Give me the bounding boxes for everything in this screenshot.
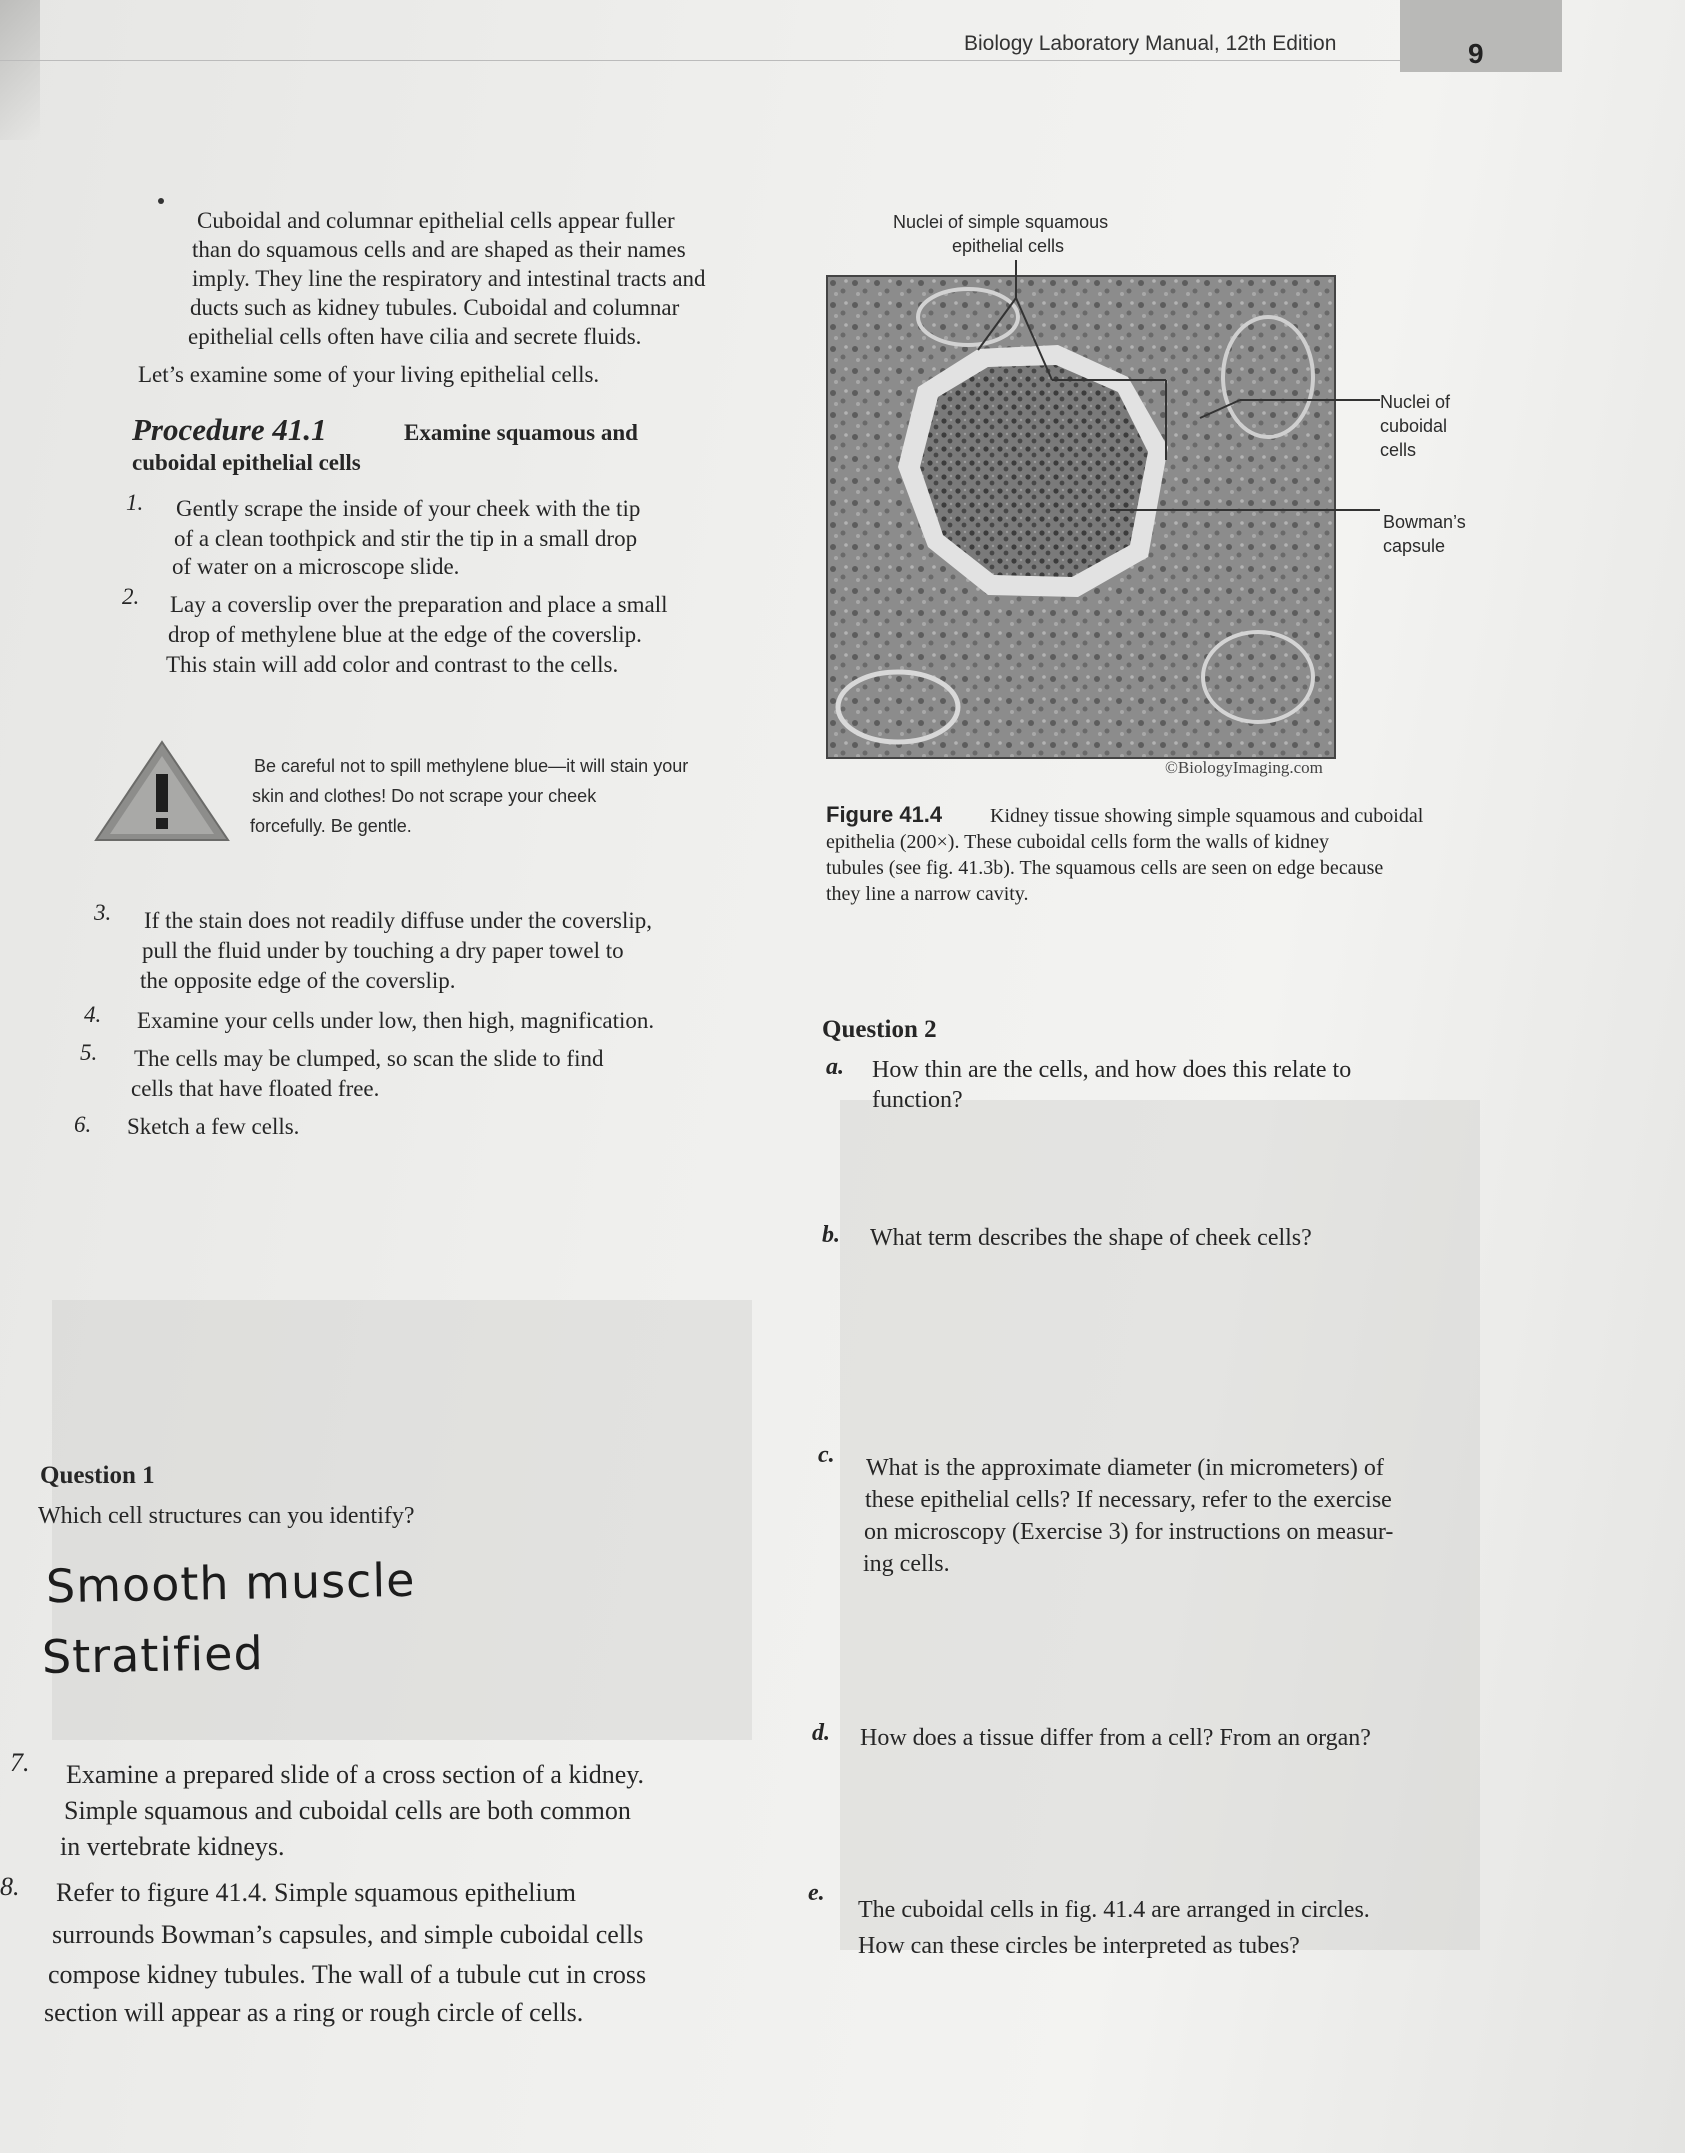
step-line: of a clean toothpick and stir the tip in a small drop — [174, 526, 638, 551]
header-rule — [0, 60, 1400, 61]
question-line: What is the approximate diameter (in micrometers) of — [866, 1455, 1384, 1481]
step-number: 6. — [74, 1112, 92, 1137]
question-line: What term describes the shape of cheek cells? — [870, 1225, 1312, 1251]
lets-examine-text: Let’s examine some of your living epithelial cells. — [138, 362, 600, 387]
figure-label-squamous: epithelial cells — [952, 236, 1065, 256]
figure-caption-line: they line a narrow cavity. — [826, 883, 1029, 905]
figure-caption-line: epithelia (200×). These cuboidal cells form the walls of kidney — [826, 831, 1329, 853]
step-line: The cells may be clumped, so scan the slide to find — [134, 1046, 604, 1071]
figure-label-bowman: Bowman’s — [1383, 512, 1466, 532]
step-line: drop of methylene blue at the edge of the coverslip. — [168, 622, 642, 647]
figure-label-squamous: Nuclei of simple squamous — [893, 212, 1109, 232]
figure-caption-line: tubules (see fig. 41.3b). The squamous cells are seen on edge because — [826, 857, 1384, 879]
question-2-title: Question 2 — [822, 1016, 937, 1043]
step-line: If the stain does not readily diffuse under the coverslip, — [144, 908, 652, 933]
warning-line: Be careful not to spill methylene blue—it will stain your — [254, 756, 689, 776]
step-line: Examine your cells under low, then high, magnification. — [137, 1008, 655, 1033]
question-letter: c. — [818, 1442, 835, 1468]
question-letter: a. — [826, 1054, 844, 1080]
page-corner-shadow — [0, 0, 40, 140]
question-line: on microscopy (Exercise 3) for instructions on measur- — [864, 1519, 1394, 1545]
step-number: 4. — [84, 1002, 102, 1027]
step-line: Gently scrape the inside of your cheek with the tip — [176, 496, 641, 521]
figure-label-cuboidal: Nuclei of — [1380, 392, 1451, 412]
page-number: 9 — [1468, 38, 1484, 69]
step-line: This stain will add color and contrast to the cells. — [166, 652, 619, 677]
intro-bullet-line: epithelial cells often have cilia and secrete fluids. — [188, 324, 642, 349]
step-number: 8. — [0, 1872, 20, 1901]
step-line: Sketch a few cells. — [127, 1114, 300, 1139]
figure-leader-lines — [800, 250, 1400, 550]
procedure-subtitle-line2: cuboidal epithelial cells — [132, 450, 361, 475]
question-line: these epithelial cells? If necessary, refer to the exercise — [865, 1487, 1392, 1513]
question-1-text: Which cell structures can you identify? — [38, 1503, 415, 1529]
figure-caption-title: Figure 41.4 — [826, 802, 943, 827]
step-line: cells that have floated free. — [131, 1076, 380, 1101]
step-number: 1. — [126, 490, 144, 515]
question-line: How can these circles be interpreted as tubes? — [858, 1933, 1300, 1959]
figure-label-bowman: capsule — [1383, 536, 1446, 556]
handwritten-answer: Smooth muscle — [45, 1552, 416, 1614]
question-line: The cuboidal cells in fig. 41.4 are arranged in circles. — [858, 1897, 1370, 1923]
intro-bullet-line: Cuboidal and columnar epithelial cells appear fuller — [197, 208, 675, 233]
warning-line: forcefully. Be gentle. — [250, 816, 412, 836]
bullet-icon — [158, 198, 164, 204]
question-1-title: Question 1 — [40, 1462, 155, 1489]
step-line: Refer to figure 41.4. Simple squamous epithelium — [56, 1878, 576, 1907]
intro-bullet-line: imply. They line the respiratory and intestinal tracts and — [192, 266, 706, 291]
warning-triangle-icon — [92, 738, 232, 849]
procedure-title: Procedure 41.1 Examine squamous and — [132, 412, 638, 447]
step-line: section will appear as a ring or rough circle of cells. — [44, 1998, 584, 2027]
step-number: 3. — [94, 900, 112, 925]
question-letter: b. — [822, 1222, 840, 1248]
question-line: function? — [872, 1087, 963, 1113]
figure-caption-line: Kidney tissue showing simple squamous and cuboidal — [990, 805, 1424, 827]
step-line: pull the fluid under by touching a dry paper towel to — [142, 938, 624, 963]
step-line: in vertebrate kidneys. — [60, 1832, 285, 1861]
step-number: 2. — [122, 584, 140, 609]
figure-credit: ©BiologyImaging.com — [1165, 758, 1323, 777]
question-letter: e. — [808, 1880, 825, 1906]
question-line: How thin are the cells, and how does this relate to — [872, 1057, 1352, 1083]
running-header: Biology Laboratory Manual, 12th Edition — [964, 32, 1337, 55]
question-line: How does a tissue differ from a cell? From an organ? — [860, 1725, 1371, 1751]
step-number: 7. — [10, 1748, 30, 1777]
question-letter: d. — [812, 1720, 830, 1746]
question-line: ing cells. — [863, 1551, 950, 1577]
step-line: Lay a coverslip over the preparation and place a small — [170, 592, 668, 617]
step-line: the opposite edge of the coverslip. — [140, 968, 456, 993]
handwritten-answer: Stratified — [41, 1626, 265, 1684]
step-line: compose kidney tubules. The wall of a tubule cut in cross — [48, 1960, 647, 1989]
figure-label-cuboidal: cuboidal — [1380, 416, 1448, 436]
intro-bullet-line: than do squamous cells and are shaped as their names — [192, 237, 686, 262]
intro-bullet-line: ducts such as kidney tubules. Cuboidal and columnar — [190, 295, 680, 320]
step-line: Simple squamous and cuboidal cells are both common — [64, 1796, 631, 1825]
warning-line: skin and clothes! Do not scrape your cheek — [252, 786, 597, 806]
figure-label-cuboidal: cells — [1380, 440, 1417, 460]
step-line: of water on a microscope slide. — [172, 554, 460, 579]
procedure-subtitle: Examine squamous and — [404, 420, 638, 445]
step-line: surrounds Bowman’s capsules, and simple cuboidal cells — [52, 1920, 644, 1949]
step-number: 5. — [80, 1040, 98, 1065]
step-line: Examine a prepared slide of a cross section of a kidney. — [66, 1760, 645, 1789]
